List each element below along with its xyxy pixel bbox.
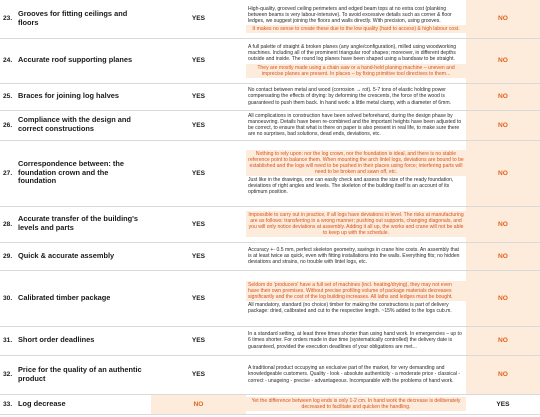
yes-mark: YES	[151, 206, 246, 242]
row-number: 26.	[0, 110, 18, 140]
row-number: 30.	[0, 270, 18, 326]
row-description	[246, 206, 466, 242]
yes-mark: YES	[151, 355, 246, 394]
yes-mark: YES	[151, 83, 246, 110]
advantage-text: Just like in the drawings, one can easily check and assess the size of the ready foundation, deviations of right angles and levels. The skeleton of the building itself is an account of its optimum position.	[248, 177, 454, 196]
yes-mark: YES	[151, 270, 246, 326]
yes-mark: YES	[151, 38, 246, 83]
no-mark: NO	[466, 38, 540, 83]
yes-mark: YES	[151, 0, 246, 38]
row-description	[246, 110, 466, 140]
table-row	[0, 326, 540, 355]
row-number: 31.	[0, 326, 18, 355]
drawback-text: Seldom do 'producers' have a full set of machines (incl. heating/drying), they may not even have their own premises. Without precise profiling volume of package materials decreases significantly and the cost of the log building increases. All laths and ledges must be bought.	[246, 281, 466, 301]
drawback-text: Yet the difference between log ends is only 1-2 cm. In hand work the decrease is deliberately decreased to facilitate and quicken the handling.	[246, 397, 466, 411]
row-number: 27.	[0, 140, 18, 206]
table-row	[0, 270, 540, 326]
row-title: Accurate transfer of the building's levels and parts	[18, 206, 151, 242]
row-title: Compliance with the design and correct constructions	[18, 110, 151, 140]
advantage-text: No contact between metal and wood (corrosion → rot). 5-7 tons of elastic holding power compensating the effects of drying: by deforming the crescents, the force of the wood is guaranteed to push them back. In hand work: a little metal clamp, with a diameter of 6mm.	[248, 87, 452, 106]
row-number: 25.	[0, 83, 18, 110]
row-description	[246, 355, 466, 394]
row-number: 29.	[0, 242, 18, 270]
yes-mark: YES	[151, 110, 246, 140]
row-title: Accurate roof supporting planes	[18, 38, 151, 83]
yes-mark: YES	[151, 326, 246, 355]
drawback-text: Nothing to rely upon: nor the log crown, nor the foundation is ideal, and there is no stable reference point to balance them. When mounting the arch lintel logs, deviations are bound to be established and the logs will need to be pushed in their places using force; interfering parts will need to be broken and sawn off, etc.	[246, 150, 466, 176]
advantage-text: High-quality, grooved ceiling perimeters and edged beam tops at no extra cost (planking between beams is very labour-intensive). To avoid excessive details such as corner & floor ledges, we suggest joining the floors and walls directly. With precision, using grooves.	[248, 5, 452, 24]
table-row	[0, 355, 540, 394]
yes-mark: YES	[151, 140, 246, 206]
row-description	[246, 394, 466, 414]
no-mark: NO	[466, 83, 540, 110]
row-description	[246, 83, 466, 110]
no-mark: NO	[466, 242, 540, 270]
table-row	[0, 110, 540, 140]
no-mark: NO	[466, 110, 540, 140]
table-row	[0, 83, 540, 110]
row-title: Braces for joining log halves	[18, 83, 151, 110]
no-mark: NO	[466, 326, 540, 355]
table-row	[0, 140, 540, 206]
advantage-text: All mandatory, standard (no choice) timber for making the constructions is part of delivery package: dried, calibrated and cut to the respective length. ~15% added to the logs cub.m.	[248, 302, 452, 315]
no-mark: NO	[466, 140, 540, 206]
row-description	[246, 0, 466, 38]
row-number: 33.	[0, 394, 18, 414]
row-number: 28.	[0, 206, 18, 242]
row-title: Quick & accurate assembly	[18, 242, 151, 270]
advantage-text: A full palette of straight & broken planes (any angle/configuration), milled using woodworking machines. Including all of the prominent triangular roof shapes; moreover, in different depths outside and inside. The round log planes have been shaped using a bandsaw to be straight.	[248, 44, 457, 63]
advantage-text: In a standard setting, at least three times shorter than using hand work. In emergencies – up to 6 times shorter. For orders made in due time (systematically controlled) the delivery date is guaranteed, provided the execution deadlines of your obligations are met...	[248, 331, 462, 350]
row-number: 23.	[0, 0, 18, 38]
no-mark: NO	[466, 0, 540, 38]
advantage-text: Accuracy +- 0.5 mm, perfect skeleton geometry, savings in crane hire costs. An assembly that is at least twice as quick, even with fitting installations into the walls. Everything fits; no hidden deviations and strains, no trouble with lintel logs, etc.	[248, 246, 460, 266]
no-mark: NO	[466, 355, 540, 394]
row-title: Grooves for fitting ceilings and floors	[18, 0, 151, 38]
row-title: Short order deadlines	[18, 326, 151, 355]
row-title: Correspondence between: the foundation crown and the foundation	[18, 140, 151, 206]
drawback-text: It makes no sense to create these due to the low quality (hard to access) & high labour cost.	[246, 25, 466, 33]
drawback-text: Impossible to carry out in practice, if all logs have deviations in level. The risks at manufacturing are as follows: transferring in a wrong manner; pushing out supports, changing diagonals, and you will only notice deviations at assembly. Adding it all up, the works and crane will not be able to keep up with the schedule.	[246, 211, 466, 237]
yes-mark: YES	[151, 242, 246, 270]
table-row	[0, 38, 540, 83]
no-mark: NO	[466, 206, 540, 242]
row-description	[246, 326, 466, 355]
advantage-text: All complications in construction have been solved beforehand, during the design phase by manoeuvring. Details have been re-combined and the important heights have been adjusted to be correct, to ensure that what is there on paper is also present in real life, to make sure there are no surprises, bad solutions, dead ends, deviations, etc.	[248, 112, 462, 138]
row-title: Calibrated timber package	[18, 270, 151, 326]
row-title: Price for the quality of an authentic product	[18, 355, 151, 394]
table-row	[0, 394, 540, 414]
no-mark: YES	[466, 394, 540, 414]
table-row	[0, 0, 540, 38]
drawback-text: They are mostly made using a chain saw or a hand-held planing machine – uneven and imprecise planes are present. In places – by fixing primitive tool directives to them...	[246, 64, 466, 78]
table-row	[0, 206, 540, 242]
no-mark: NO	[466, 270, 540, 326]
row-description	[246, 242, 466, 270]
table-row	[0, 242, 540, 270]
row-number: 24.	[0, 38, 18, 83]
row-number: 32.	[0, 355, 18, 394]
yes-mark: NO	[151, 394, 246, 414]
row-title: Log decrease	[18, 394, 151, 414]
row-description	[246, 140, 466, 206]
row-description	[246, 38, 466, 83]
advantage-text: A traditional product occupying an exclusive part of the market, for very demanding and knowledgeable customers. Quality - look - absolute authenticity - a moderate price - classical - correct - unageing - precise - advantageous. Incomparable with the problems of hand work.	[248, 365, 461, 384]
row-description	[246, 270, 466, 326]
